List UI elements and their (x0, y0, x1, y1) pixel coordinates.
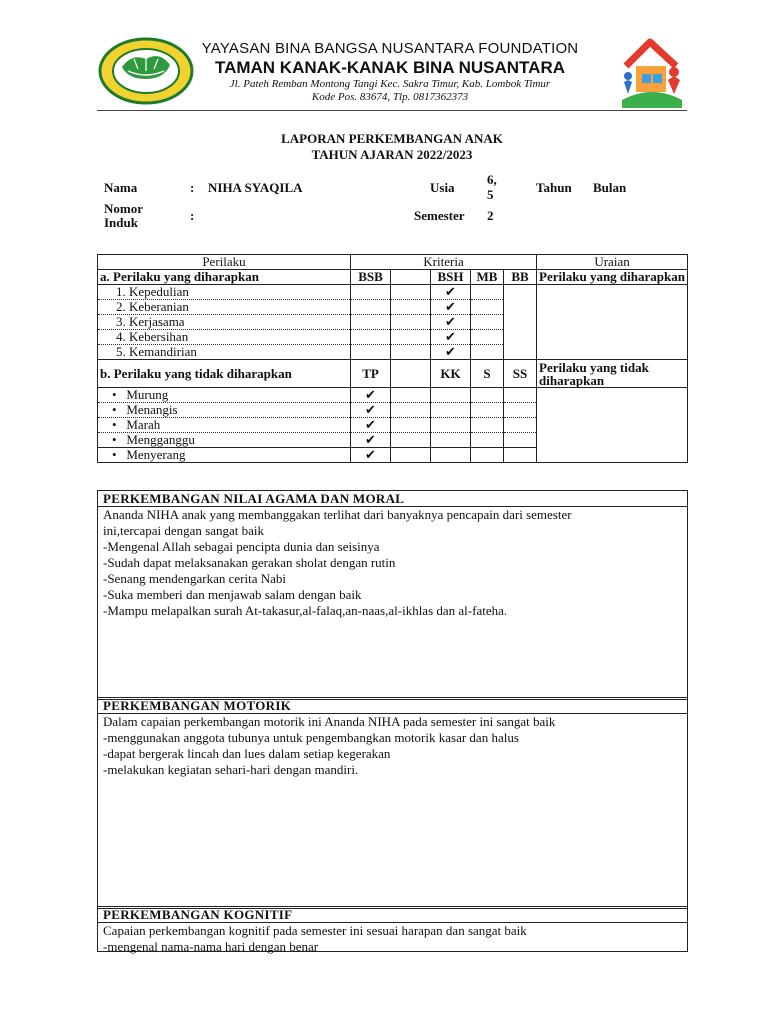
age-value-2: 5 (487, 187, 494, 202)
section-b-header (98, 360, 688, 388)
behavior-item-b (98, 388, 351, 403)
table-row (98, 285, 688, 300)
text-line: -Suka memberi dan menjawab salam dengan baik (103, 587, 362, 602)
bulan-label: Bulan (593, 180, 627, 195)
bullet-icon: • (112, 387, 117, 402)
check-icon: ✔ (431, 315, 471, 330)
bullet-icon: • (112, 432, 117, 447)
behavior-item: 5. Kemandirian (98, 345, 351, 360)
behavior-item-label: Menyerang (126, 447, 186, 462)
report-title: LAPORAN PERKEMBANGAN ANAK (281, 131, 503, 146)
section-motorik (97, 697, 688, 909)
header-divider (97, 110, 687, 111)
behavior-item-b (98, 418, 351, 433)
check-icon: ✔ (351, 433, 391, 448)
col-kriteria: Kriteria (351, 255, 537, 270)
school-address (190, 78, 590, 104)
bullet-icon: • (112, 402, 117, 417)
induk-label: Induk (104, 215, 138, 230)
text-line: -melakukan kegiatan sehari-hari dengan mandiri. (103, 762, 359, 777)
school-name: TAMAN KANAK-KANAK BINA NUSANTARA (214, 58, 566, 77)
nomor-label: Nomor (104, 201, 143, 216)
section-agama-text (98, 507, 687, 619)
check-icon: ✔ (351, 403, 391, 418)
uraian-b-head-line-1: Perilaku yang tidak (539, 359, 649, 375)
criteria-bb: BB (504, 270, 537, 285)
criteria-ss: SS (504, 360, 537, 388)
check-icon: ✔ (431, 330, 471, 345)
text-line: -mengenal nama-nama hari dengan benar (103, 939, 319, 954)
section-agama (97, 490, 688, 700)
foundation-logo (98, 37, 194, 105)
criteria-s: S (471, 360, 504, 388)
behavior-item-label: Murung (126, 387, 169, 402)
foundation-name: YAYASAN BINA BANGSA NUSANTARA FOUNDATION (201, 40, 579, 57)
section-motorik-title: PERKEMBANGAN MOTORIK (98, 698, 687, 714)
school-logo-icon (618, 36, 686, 108)
name-label: Nama (104, 180, 138, 195)
behavior-item-b (98, 448, 351, 463)
section-kognitif-title: PERKEMBANGAN KOGNITIF (98, 907, 687, 923)
text-line: -Mengenal Allah sebagai pencipta dunia dan seisinya (103, 539, 380, 554)
text-line: -Sudah dapat melaksanakan gerakan sholat dengan rutin (103, 555, 396, 570)
behavior-item-label: Mengganggu (126, 432, 195, 447)
criteria-tp: TP (351, 360, 391, 388)
address-line-2: Kode Pos. 83674, Tlp. 0817362373 (311, 91, 469, 103)
table-header-row (98, 255, 688, 270)
behavior-item: 2. Keberanian (98, 300, 351, 315)
col-perilaku: Perilaku (98, 255, 351, 270)
criteria-mb: MB (471, 270, 504, 285)
behavior-item-label: Marah (126, 417, 161, 432)
behavior-item-label: Menangis (126, 402, 178, 417)
criteria-blank (391, 270, 431, 285)
behavior-item-b (98, 433, 351, 448)
text-line: Capaian perkembangan kognitif pada semester ini sesuai harapan dan sangat baik (103, 923, 527, 938)
text-line: -dapat bergerak lincah dan lues dalam setiap kegerakan (103, 746, 391, 761)
section-a-header (98, 270, 688, 285)
section-agama-title: PERKEMBANGAN NILAI AGAMA DAN MORAL (98, 491, 687, 507)
bullet-icon: • (112, 417, 117, 432)
behavior-item: 1. Kepedulian (98, 285, 351, 300)
semester-value: 2 (487, 208, 494, 223)
criteria-bsh: BSH (431, 270, 471, 285)
check-icon: ✔ (351, 418, 391, 433)
check-icon: ✔ (351, 388, 391, 403)
address-line-1: Jl. Pateh Remban Montong Tangi Kec. Sakra Timur, Kab. Lombok Timur (229, 78, 551, 90)
criteria-bsb: BSB (351, 270, 391, 285)
behavior-item: 3. Kerjasama (98, 315, 351, 330)
section-a-label: a. Perilaku yang diharapkan (98, 270, 351, 285)
text-line: ini,tercapai dengan sangat baik (103, 523, 264, 538)
check-icon: ✔ (431, 300, 471, 315)
check-icon: ✔ (431, 285, 471, 300)
text-line: -Mampu melapalkan surah At-takasur,al-falaq,an-naas,al-ikhlas dan al-fateha. (103, 603, 508, 618)
behavior-item: 4. Kebersihan (98, 330, 351, 345)
table-row (98, 388, 688, 403)
age-value-1: 6, (487, 172, 497, 187)
bullet-icon: • (112, 447, 117, 462)
col-uraian: Uraian (537, 255, 688, 270)
text-line: -Senang mendengarkan cerita Nabi (103, 571, 287, 586)
uraian-b-head (537, 360, 688, 388)
uraian-b-head-line-2: diharapkan (539, 372, 605, 388)
check-icon: ✔ (431, 345, 471, 360)
uraian-a-head: Perilaku yang diharapkan (537, 270, 688, 285)
behavior-item-b (98, 403, 351, 418)
section-motorik-text (98, 714, 687, 778)
text-line: Ananda NIHA anak yang membanggakan terlihat dari banyaknya pencapain dari semester (103, 507, 572, 522)
section-kognitif-text (98, 923, 687, 955)
name-colon: : (190, 180, 195, 195)
criteria-kk: KK (431, 360, 471, 388)
criteria-blank (391, 360, 431, 388)
age-label: Usia (430, 180, 455, 195)
semester-label: Semester (414, 208, 465, 223)
text-line: -menggunakan anggota tubunya untuk pengembangkan motorik kasar dan halus (103, 730, 519, 745)
behavior-table (97, 254, 688, 463)
section-b-label: b. Perilaku yang tidak diharapkan (98, 360, 351, 388)
check-icon: ✔ (351, 448, 391, 463)
section-kognitif (97, 906, 688, 952)
induk-colon: : (190, 208, 195, 223)
tahun-label: Tahun (536, 180, 572, 195)
report-year: TAHUN AJARAN 2022/2023 (311, 147, 473, 162)
text-line: Dalam capaian perkembangan motorik ini Ananda NIHA pada semester ini sangat baik (103, 714, 556, 729)
name-value: NIHA SYAQILA (208, 180, 303, 195)
